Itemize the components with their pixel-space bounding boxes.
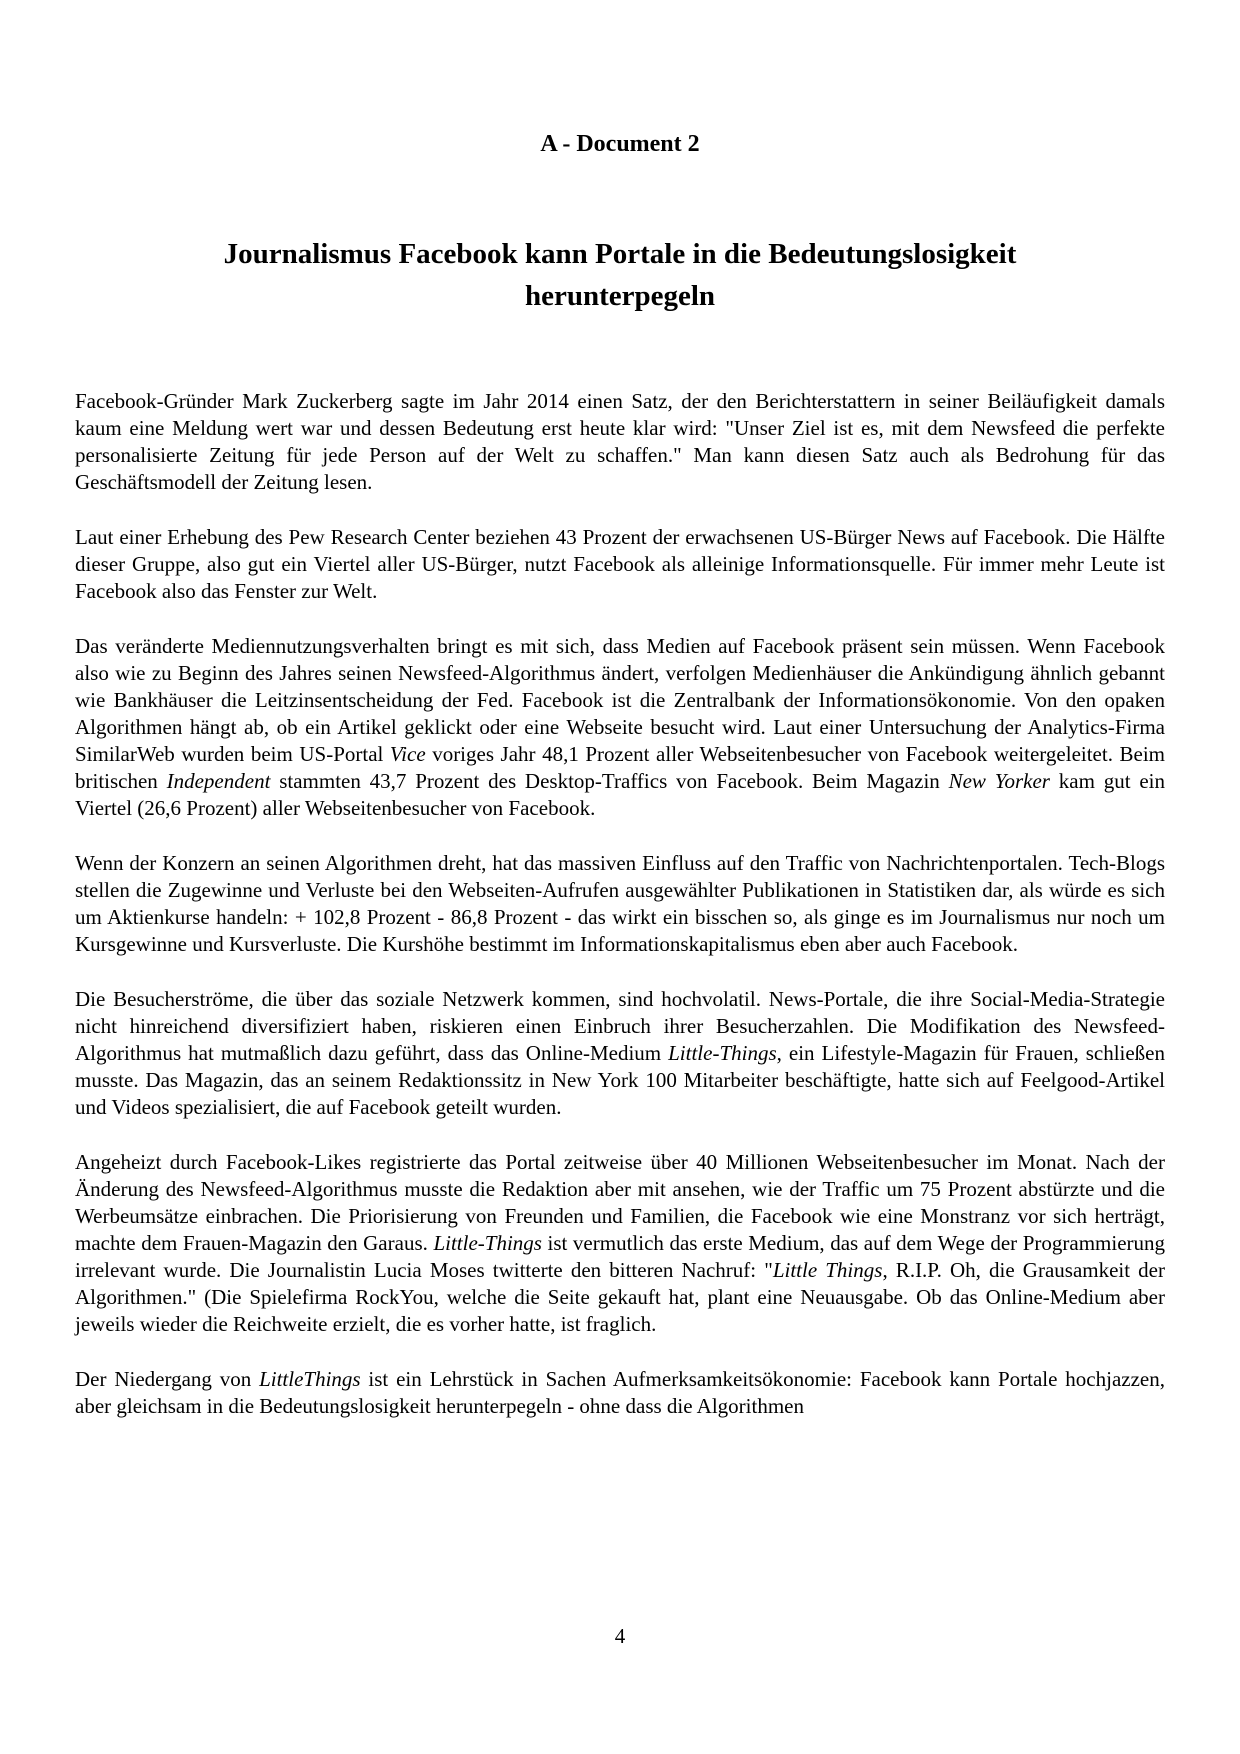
text-run: Facebook-Gründer Mark Zuckerberg sagte im Jahr 2014 einen Satz, der den Berichterstattern in seiner Beiläufigkeit damals kaum eine Meldung wert war und dessen Bedeutung erst heute klar wird: "Unser Ziel ist es, mit dem Newsfeed die perfekte personalisierte Zeitung für jede Person auf der Welt zu schaffen." Man kann diesen Satz auch als Bedrohung für das Geschäftsmodell der Zeitung lesen. xyxy=(75,389,1165,494)
paragraph-1 xyxy=(75,388,1165,496)
document-content xyxy=(75,0,1165,1420)
paragraph-3 xyxy=(75,633,1165,822)
document-header-label: A - Document 2 xyxy=(540,131,700,157)
italic-run: LittleThings xyxy=(259,1367,361,1391)
italic-run: Little Things xyxy=(772,1258,883,1282)
paragraph-7 xyxy=(75,1366,1165,1420)
italic-run: Independent xyxy=(166,769,271,793)
text-run: Laut einer Erhebung des Pew Research Center beziehen 43 Prozent der erwachsenen US-Bürger News auf Facebook. Die Hälfte dieser Gruppe, also gut ein Viertel aller US-Bürger, nutzt Facebook als alleinige Informationsquelle. Für immer mehr Leute ist Facebook also das Fenster zur Welt. xyxy=(75,525,1165,603)
italic-run: Vice xyxy=(389,742,426,766)
page-number: 4 xyxy=(614,1624,626,1648)
text-run: ist vermutlich das erste Medium, das auf dem Wege der Programmierung irrelevant wurde. Die Journalistin Lucia Moses twitterte den bitteren Nachruf: " xyxy=(75,1231,1166,1282)
paragraph-6 xyxy=(75,1149,1165,1338)
italic-run: New Yorker xyxy=(948,769,1050,793)
italic-run: Little-Things xyxy=(433,1231,542,1255)
text-run: ist ein Lehrstück in Sachen Aufmerksamkeitsökonomie: Facebook kann Portale hochjazzen, aber gleichsam in die Bedeutungslosigkeit herunterpegeln - ohne dass die Algorithmen xyxy=(75,1367,1165,1418)
article-body xyxy=(75,388,1165,1420)
text-run: , ein Lifestyle-Magazin für Frauen, schließen musste. Das Magazin, das an seinem Redaktionssitz in New York 100 Mitarbeiter beschäftigte, hatte sich auf Feelgood-Artikel und Videos spezialisiert, die auf Facebook geteilt wurden. xyxy=(75,1041,1165,1119)
text-run: Das veränderte Mediennutzungsverhalten bringt es mit sich, dass Medien auf Facebook präsent sein müssen. Wenn Facebook also wie zu Beginn des Jahres seinen Newsfeed-Algorithmus ändert, verfolgen Medienhäuser die Ankündigung ähnlich gebannt wie Bankhäuser die Leitzinsentscheidung der Fed. Facebook ist die Zentralbank der Informationsökonomie. Von den opaken Algorithmen hängt ab, ob ein Artikel geklickt oder eine Webseite besucht wird. Laut einer Untersuchung der Analytics-Firma SimilarWeb wurden beim US-Portal xyxy=(75,634,1165,766)
paragraph-5 xyxy=(75,986,1165,1121)
text-run: Angeheizt durch Facebook-Likes registrierte das Portal zeitweise über 40 Millionen Webseitenbesucher im Monat. Nach der Änderung des Newsfeed-Algorithmus musste die Redaktion aber mit ansehen, wie der Traffic um 75 Prozent abstürzte und die Werbeumsätze einbrachen. Die Priorisierung von Freunden und Familien, die Facebook wie eine Monstranz vor sich herträgt, machte dem Frauen-Magazin den Garaus. xyxy=(75,1150,1165,1255)
italic-run: Little-Things xyxy=(668,1041,777,1065)
text-run: Wenn der Konzern an seinen Algorithmen dreht, hat das massiven Einfluss auf den Traffic von Nachrichtenportalen. Tech-Blogs stellen die Zugewinne und Verluste bei den Webseiten-Aufrufen ausgewählter Publikationen in Statistiken dar, als würde es sich um Aktienkurse handeln: + 102,8 Prozent - 86,8 Prozent - das wirkt ein bisschen so, als ginge es im Journalismus nur noch um Kursgewinne und Kursverluste. Die Kurshöhe bestimmt im Informationskapitalismus eben aber auch Facebook. xyxy=(75,851,1165,956)
document-title: Journalismus Facebook kann Portale in die Bedeutungslosigkeit herunterpegeln xyxy=(223,238,1017,312)
text-run: kam gut ein Viertel (26,6 Prozent) aller Webseitenbesucher von Facebook. xyxy=(75,769,1165,820)
paragraph-2 xyxy=(75,524,1165,605)
text-run: Die Besucherströme, die über das soziale Netzwerk kommen, sind hochvolatil. News-Portale, die ihre Social-Media-Strategie nicht hinreichend diversifiziert haben, riskieren einen Einbruch ihrer Besucherzahlen. Die Modifikation des Newsfeed-Algorithmus hat mutmaßlich dazu geführt, dass das Online-Medium xyxy=(75,987,1165,1065)
text-run: stammten 43,7 Prozent des Desktop-Traffics von Facebook. Beim Magazin xyxy=(270,769,949,793)
text-run: voriges Jahr 48,1 Prozent aller Webseitenbesucher von Facebook weitergeleitet. Beim britischen xyxy=(75,742,1165,793)
text-run: , R.I.P. Oh, die Grausamkeit der Algorithmen." (Die Spielefirma RockYou, welche die Seite gekauft hat, plant eine Neuausgabe. Ob das Online-Medium aber jeweils wieder die Reichweite erzielt, die es vorher hatte, ist fraglich. xyxy=(75,1258,1165,1336)
text-run: Der Niedergang von xyxy=(75,1367,260,1391)
paragraph-4 xyxy=(75,850,1165,958)
